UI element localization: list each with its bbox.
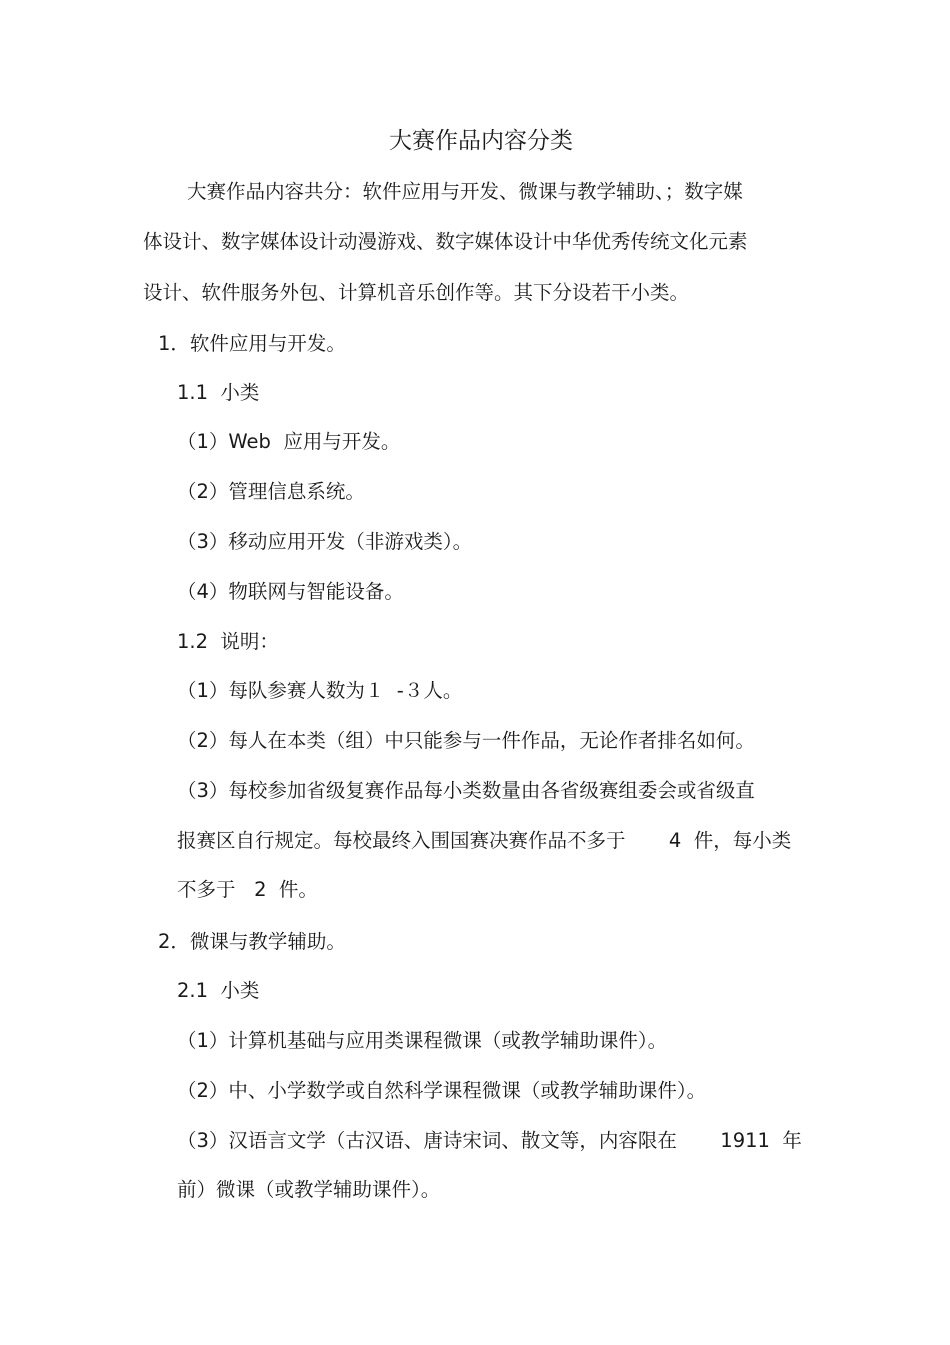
list-item: （2）每人在本类（组）中只能参与一件作品，无论作者排名如何。 xyxy=(177,729,755,752)
intro-line-1: 大赛作品内容共分：软件应用与开发、微课与教学辅助、；数字媒 xyxy=(187,180,743,203)
list-item: （2）中、小学数学或自然科学课程微课（或教学辅助课件）。 xyxy=(177,1079,707,1102)
list-item: （1）每队参赛人数为１ -３人。 xyxy=(177,679,463,702)
list-item-continuation: 报赛区自行规定。每校最终入围国赛决赛作品不多于 4 件，每小类 xyxy=(177,829,792,852)
list-item: （3）移动应用开发（非游戏类）。 xyxy=(177,530,473,553)
list-item-continuation: 不多于 2 件。 xyxy=(177,878,318,901)
document-title: 大赛作品内容分类 xyxy=(389,128,573,154)
section-1-heading: 1．软件应用与开发。 xyxy=(158,332,346,355)
section-1-1-heading: 1.1 小类 xyxy=(177,381,260,404)
intro-line-2: 体设计、数字媒体设计动漫游戏、数字媒体设计中华优秀传统文化元素 xyxy=(143,230,748,253)
intro-line-3: 设计、软件服务外包、计算机音乐创作等。其下分设若干小类。 xyxy=(143,281,690,304)
section-2-1-heading: 2.1 小类 xyxy=(177,979,260,1002)
list-item: （1）计算机基础与应用类课程微课（或教学辅助课件）。 xyxy=(177,1029,668,1052)
list-item: （2）管理信息系统。 xyxy=(177,480,365,503)
list-item: （3）汉语言文学（古汉语、唐诗宋词、散文等，内容限在 1911 年 xyxy=(177,1129,802,1152)
list-item-continuation: 前）微课（或教学辅助课件）。 xyxy=(177,1178,441,1201)
list-item: （4）物联网与智能设备。 xyxy=(177,580,404,603)
section-2-heading: 2．微课与教学辅助。 xyxy=(158,930,346,953)
list-item: （3）每校参加省级复赛作品每小类数量由各省级赛组委会或省级直 xyxy=(177,779,755,802)
section-1-2-heading: 1.2 说明： xyxy=(177,630,279,653)
list-item: （1）Web 应用与开发。 xyxy=(177,430,401,453)
